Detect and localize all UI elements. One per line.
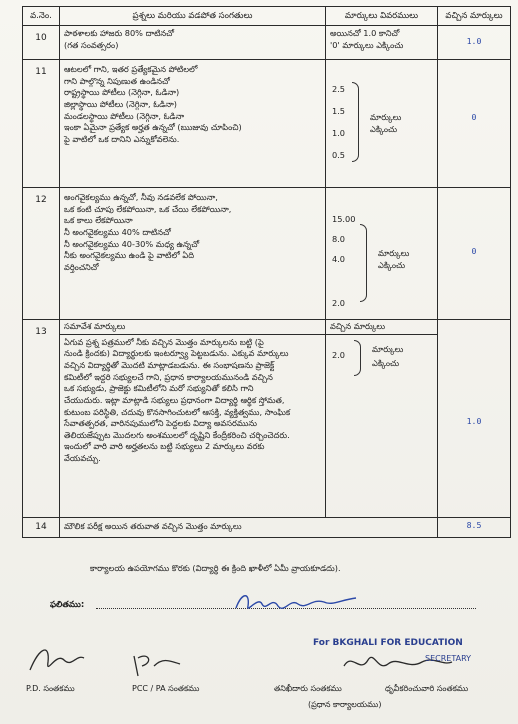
marks-detail	[326, 60, 438, 188]
marks-label: ఎక్కించు	[372, 358, 400, 369]
question-line: కమిటీలో ఇద్దరి సభ్యులచే గాని, ప్రధాన కార్యాలయమునండి వచ్చిన	[64, 371, 273, 382]
marks-label: ఎక్కించు	[370, 124, 398, 135]
table-row-11	[23, 60, 511, 188]
table-row-12	[23, 188, 511, 320]
marks-line: '0' మార్కులు ఎక్కించు	[330, 39, 404, 50]
question-line: రాష్ట్రస్థాయి పోటీలు (నెగ్గినా, ఓడినా)	[64, 87, 180, 98]
marks-detail	[326, 26, 438, 60]
question-line: ఇంకా ఏమైనా ప్రత్యేక అర్హత ఉన్నచో (ఋజువు చూపించి)	[64, 122, 242, 133]
secretary-signature	[338, 646, 458, 680]
score-field[interactable]	[438, 188, 511, 320]
question-line: అంగవైకల్యము ఉన్నచో, నీవు నడవలేక పోయినా,	[64, 192, 218, 203]
row-number: 12	[23, 188, 60, 320]
score-field[interactable]	[438, 60, 511, 188]
stamp-secretary: SECRETARY	[425, 654, 472, 663]
question-line: ఒక కంటి చూపు లేకపోయినా, ఒక చేయి లేకపోయినా,	[64, 203, 232, 214]
question-line: పై వాటిలో ఒక దానిని ఎన్నుకోవలెను.	[64, 133, 180, 144]
row-question	[60, 26, 326, 60]
question-line: వర్తించనిచో	[64, 261, 99, 272]
question-line: నీ అంగవైకల్యము 40-30% మధ్య ఉన్నచో	[64, 238, 200, 249]
row-number: 11	[23, 60, 60, 188]
marks-label: ఎక్కించు	[378, 260, 406, 271]
handwritten-score: 1.0	[466, 36, 482, 47]
headquarters-label: (ప్రధాన కార్యాలయము)	[308, 700, 382, 709]
pcc-signature-label: PCC / PA సంతకము	[132, 684, 200, 693]
table-header-row	[23, 7, 511, 26]
question-line: ఒక కాలు లేకపోయినా	[64, 215, 133, 226]
question-line: పాఠశాలకు హాజరు 80% దాటినచో	[64, 28, 175, 39]
marks-detail	[326, 320, 438, 518]
row-number: 10	[23, 26, 60, 60]
marks-value: 2.0	[332, 350, 346, 361]
total-score-field[interactable]	[438, 518, 511, 538]
handwritten-score: 1.0	[466, 416, 482, 427]
curly-bracket	[360, 224, 367, 302]
handwritten-score: 8.5	[466, 520, 482, 531]
question-line: ఏగువ ప్రశ్న పత్రములో నీకు వచ్చిన మొత్తం మార్కులను బట్టి (పై	[64, 336, 264, 347]
row-question	[60, 320, 326, 518]
curly-bracket	[354, 340, 361, 376]
marks-value: 8.0	[332, 234, 346, 245]
marks-detail	[326, 188, 438, 320]
marks-value: 0.5	[332, 150, 346, 161]
table-row-10	[23, 26, 511, 60]
approver-signature-label: ధృవీకరించువారి సంతకము	[385, 684, 469, 693]
marks-value: 4.0	[332, 254, 346, 265]
curly-bracket	[352, 82, 359, 162]
question-line: చేయుదురు. ఇట్లా మాట్లాడి సభ్యులు ప్రధానంగా విద్యార్థి ఆర్థిక స్తోమత,	[64, 394, 285, 405]
row-number: 14	[23, 518, 60, 538]
question-line: నీ అంగవైకల్యము 40% దాటినచో	[64, 226, 171, 237]
marks-label: మార్కులు	[370, 112, 402, 123]
question-line: వేయవచ్చు.	[64, 453, 101, 464]
question-line: (గత సంవత్సరం)	[64, 39, 119, 50]
checker-signature-label: తనిఖీదారు సంతకము	[274, 684, 342, 693]
question-line: నుండి క్రిందకు) విద్యార్థులకు ఇంటర్వ్యూ పెట్టబడును. ఎక్కువ మార్కులు	[64, 348, 289, 359]
question-line: ఒక సభ్యుడు, ప్రాజెక్టు కమిటీలోని మరో సభ్యునితో కలిసి గాని	[64, 383, 254, 394]
question-line: ఇందులో వారి వారి అర్హతలను బట్టి సభ్యులు 2 మార్కులు వరకు	[64, 441, 265, 452]
pcc-signature	[128, 650, 188, 680]
pd-signature-label: P.D. సంతకము	[26, 684, 75, 693]
question-line: నీకు అంగవైకల్యము ఉండి పై వాటిలో ఏది	[64, 250, 194, 261]
header-question: ప్రశ్నలు మరియు వడపోత సంగతులు	[60, 7, 326, 26]
question-line: గాని పాల్గొన్న నిపుణుత ఉండినచో	[64, 75, 170, 86]
office-use-note: కార్యాలయ ఉపయోగము కొరకు (విద్యార్థి ఈ క్రింది ఖాళీలో ఏమీ వ్రాయకూడదు).	[90, 563, 341, 573]
row-question: మౌలిక పరీక్ష అయిన తరువాత వచ్చిన మొత్తం మార్కులు	[60, 518, 438, 538]
question-title: సమావేశ మార్కులు	[60, 320, 325, 335]
marks-value: 1.5	[332, 106, 346, 117]
marks-value: 1.0	[332, 128, 346, 139]
header-marks-detail: మార్కులు వివరములు	[326, 7, 438, 26]
score-field[interactable]	[438, 320, 511, 518]
score-field[interactable]	[438, 26, 511, 60]
marks-value: 2.0	[332, 298, 346, 309]
organization-stamp: For BKGHALI FOR EDUCATION	[313, 638, 463, 648]
marks-value: 15.00	[332, 214, 356, 225]
table-row-14	[23, 518, 511, 538]
result-label: ఫలితము:	[50, 600, 85, 610]
question-line: సేవాతత్పరత, వారినపుములోని పెద్దలకు విద్యా అవసరమును	[64, 418, 257, 429]
question-line: వచ్చిన విద్యార్థితో మొదటి మాట్లాడబడును. ఈ సంభాషణను ప్రాజెక్ట్	[64, 359, 275, 370]
row-number: 13	[23, 320, 60, 518]
question-line: కుటుంబ పరిస్థితి, చదువు కొనసాగించుటలో ఆసక్తి, వ్యక్తిత్వము, సాంఘిక	[64, 406, 291, 417]
scoring-table	[22, 6, 511, 538]
question-line: మండలస్థాయి పోటీలు (నెగ్గినా, ఓడినా	[64, 110, 185, 121]
marks-line: అయినచో 1.0 కానిచో	[330, 28, 400, 39]
marks-value: 2.5	[332, 84, 346, 95]
row-question	[60, 60, 326, 188]
pd-signature	[24, 640, 94, 682]
handwritten-score: 0	[471, 246, 477, 257]
header-marks-obtained: వచ్చిన మార్కులు	[438, 7, 511, 26]
question-line: ఆటలలో గాని, ఇతర ప్రత్యేకమైన పోటిలలో	[64, 64, 198, 75]
table-row-13	[23, 320, 511, 518]
marks-label: మార్కులు	[372, 344, 404, 355]
result-signature	[232, 588, 362, 616]
question-line: తెలియజేప్పుట మొదలగు అంశములలో దృష్టిని కేంద్రీకరించి చర్చించెదరు.	[64, 429, 290, 440]
handwritten-score: 0	[471, 112, 477, 123]
row-question	[60, 188, 326, 320]
marks-label: మార్కులు	[378, 248, 410, 259]
question-line: జిల్లాస్థాయి పోటీలు (నెగ్గినా, ఓడినా)	[64, 98, 177, 109]
marks-head: వచ్చిన మార్కులు	[326, 320, 437, 335]
header-number: వ.నెం.	[23, 7, 60, 26]
